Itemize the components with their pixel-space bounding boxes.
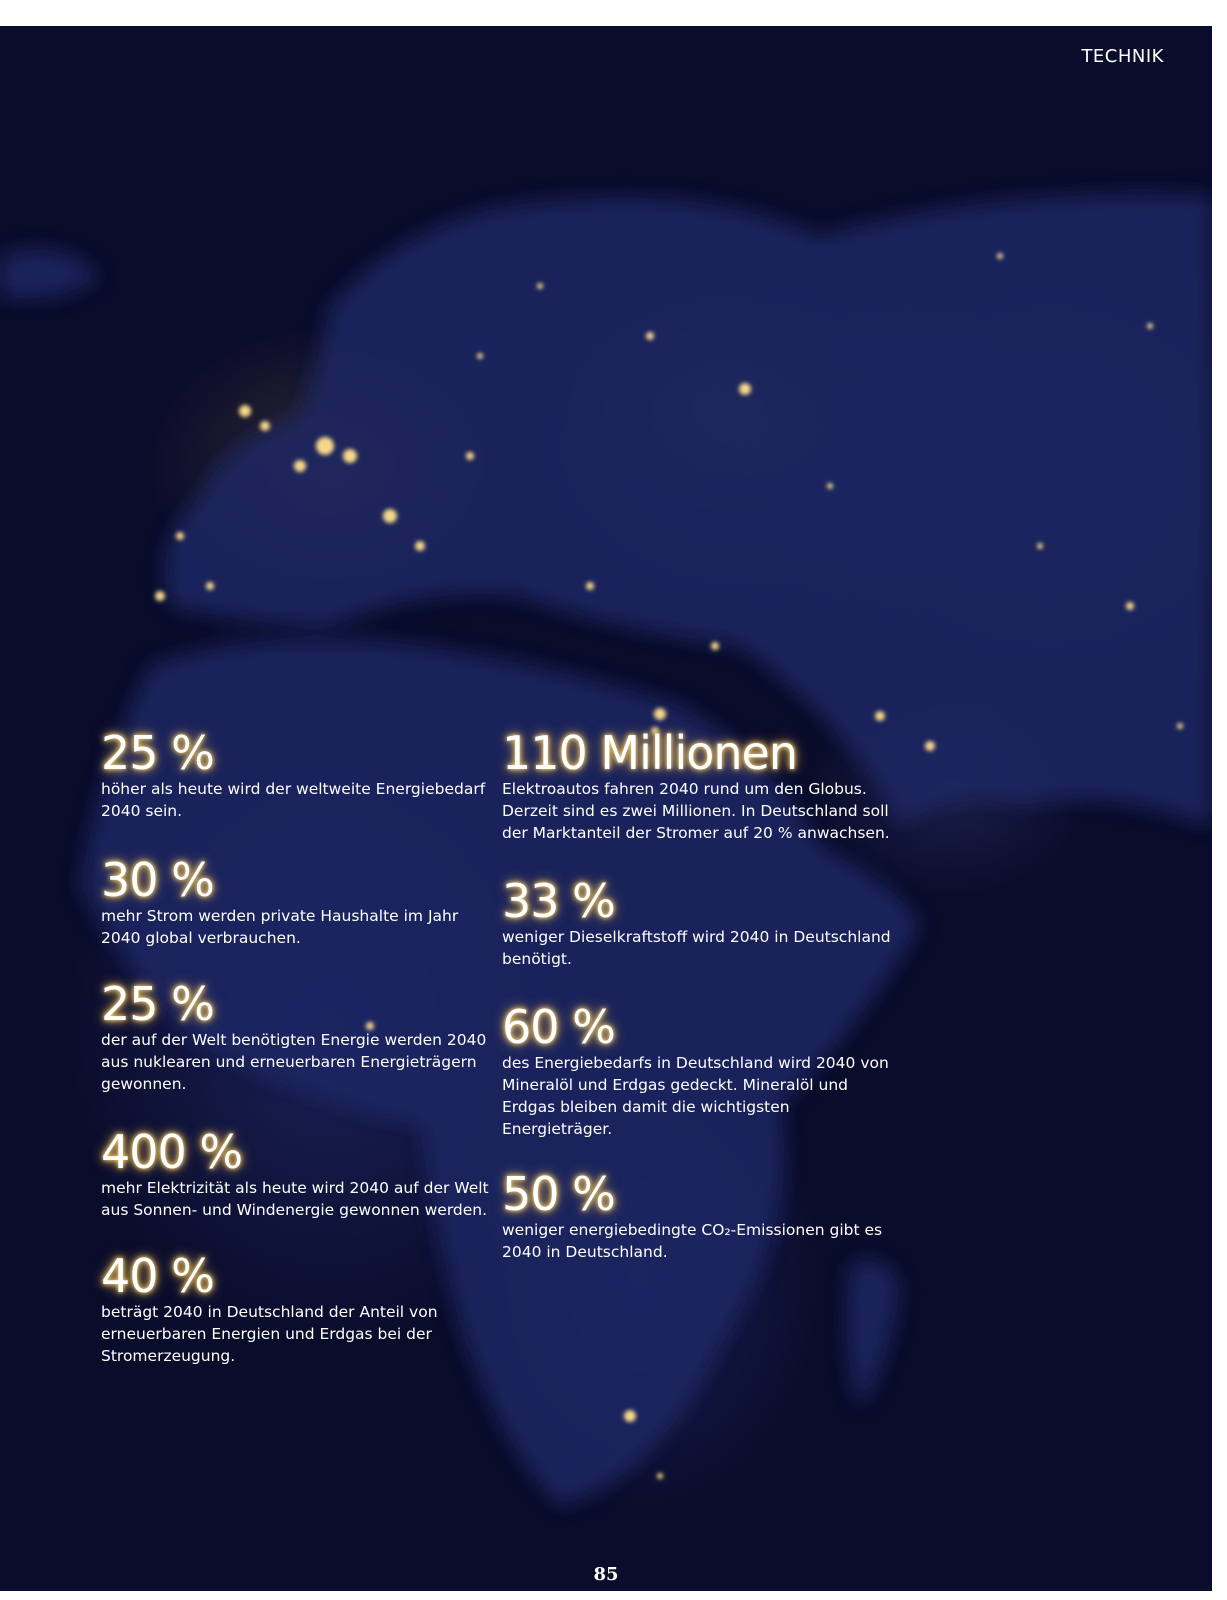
stat-block [502,1169,892,1263]
stat-value: 33 % [502,874,615,928]
magazine-page [0,26,1212,1591]
stat-block [101,1127,491,1221]
stat-value: 60 % [502,1000,615,1054]
stat-block [502,876,892,970]
stat-description: mehr Elektrizität als heute wird 2040 auf der Welt aus Sonnen- und Windenergie gewonnen werden. [101,1179,489,1219]
stat-block [101,728,491,822]
stat-value: 25 % [101,726,214,780]
stat-block [101,1251,491,1367]
stat-description: mehr Strom werden private Haushalte im Jahr 2040 global verbrauchen. [101,907,459,947]
stat-description: weniger energiebedingte CO₂-Emissionen gibt es 2040 in Deutschland. [502,1221,883,1261]
stat-block [101,979,491,1095]
section-label: TECHNIK [1081,46,1164,67]
stat-description: des Energiebedarfs in Deutschland wird 2040 von Mineralöl und Erdgas gedeckt. Mineralöl und Erdgas bleiben damit die wichtigsten Energieträger. [502,1054,889,1138]
stat-value: 400 % [101,1125,243,1179]
stat-value: 40 % [101,1249,214,1303]
stat-description: Elektroautos fahren 2040 rund um den Globus. Derzeit sind es zwei Millionen. In Deutschland soll der Marktanteil der Stromer auf 20 % anwachsen. [502,780,890,842]
stat-description: beträgt 2040 in Deutschland der Anteil von erneuerbaren Energien und Erdgas bei der Stromerzeugung. [101,1303,438,1365]
stat-value: 30 % [101,853,214,907]
stat-description: der auf der Welt benötigten Energie werden 2040 aus nuklearen und erneuerbaren Energieträgern gewonnen. [101,1031,487,1093]
stat-description: höher als heute wird der weltweite Energiebedarf 2040 sein. [101,780,486,820]
stat-value: 25 % [101,977,214,1031]
page-number: 85 [593,1564,619,1585]
stat-value: 50 % [502,1167,615,1221]
stat-block [101,855,491,949]
stat-block [502,1002,892,1140]
stat-value: 110 Millionen [502,726,797,780]
stat-description: weniger Dieselkraftstoff wird 2040 in Deutschland benötigt. [502,928,891,968]
stat-block [502,728,892,844]
